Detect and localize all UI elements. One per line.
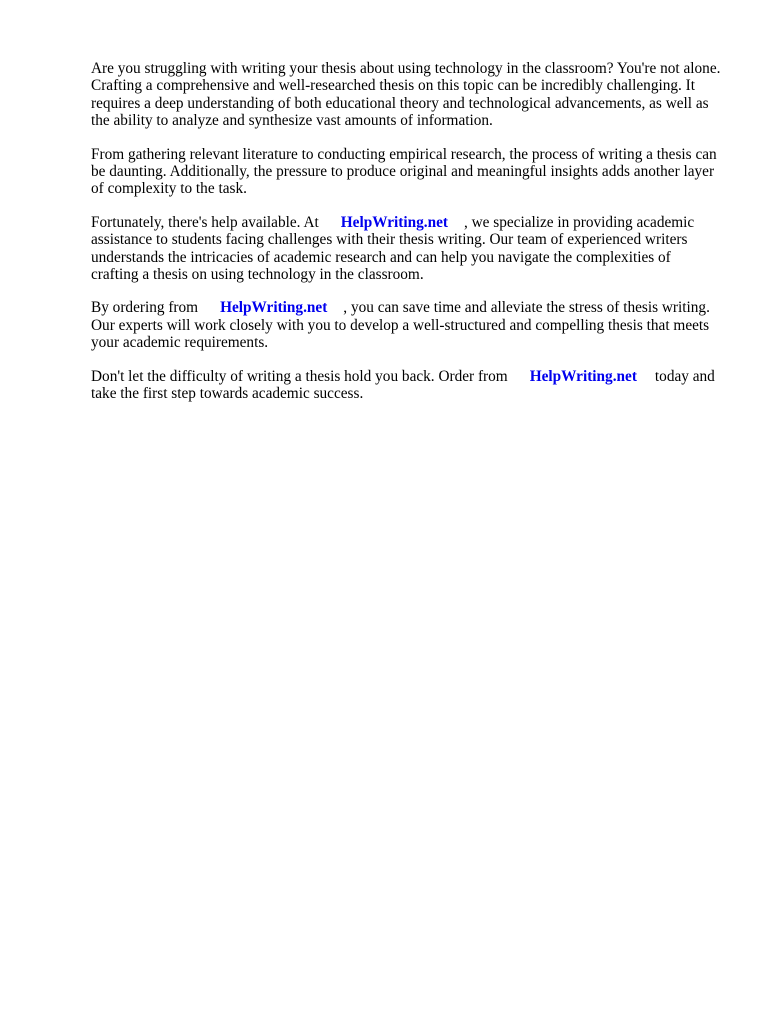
paragraph-cta-after: today and take the first step towards academic success. [91,367,715,403]
helpwriting-link-3[interactable]: HelpWriting.net [529,367,637,385]
document-body [91,60,721,419]
helpwriting-link-2[interactable]: HelpWriting.net [220,299,328,317]
paragraph-process-text: From gathering relevant literature to conducting empirical research, the process of writing a thesis can be daunting. Additionally, the pressure to produce original and meaningful insights adds another layer of complexity to the task. [91,145,717,198]
paragraph-intro [91,60,721,130]
paragraph-ordering [91,299,721,351]
helpwriting-link-1[interactable]: HelpWriting.net [340,213,448,231]
paragraph-ordering-before: By ordering from [91,299,199,317]
paragraph-help-before: Fortunately, there's help available. At [91,213,319,231]
paragraph-cta-before: Don't let the difficulty of writing a thesis hold you back. Order from [91,367,508,385]
paragraph-ordering-after: , you can save time and alleviate the stress of thesis writing. Our experts will work closely with you to develop a well-structured and compelling thesis that meets your academic requirements. [91,299,710,352]
paragraph-help-after: , we specialize in providing academic assistance to students facing challenges with their thesis writing. Our team of experienced writers understands the intricacies of academic research and can help you navigate the complexities of crafting a thesis on using technology in the classroom. [91,213,695,284]
paragraph-call-to-action [91,368,721,403]
paragraph-process [91,146,721,198]
paragraph-help-available [91,214,721,284]
paragraph-intro-text: Are you struggling with writing your thesis about using technology in the classroom? You're not alone. Crafting a comprehensive and well-researched thesis on this topic can be incredibly challenging. It requires a deep understanding of both educational theory and technological advancements, as well as the ability to analyze and synthesize vast amounts of information. [91,60,721,130]
